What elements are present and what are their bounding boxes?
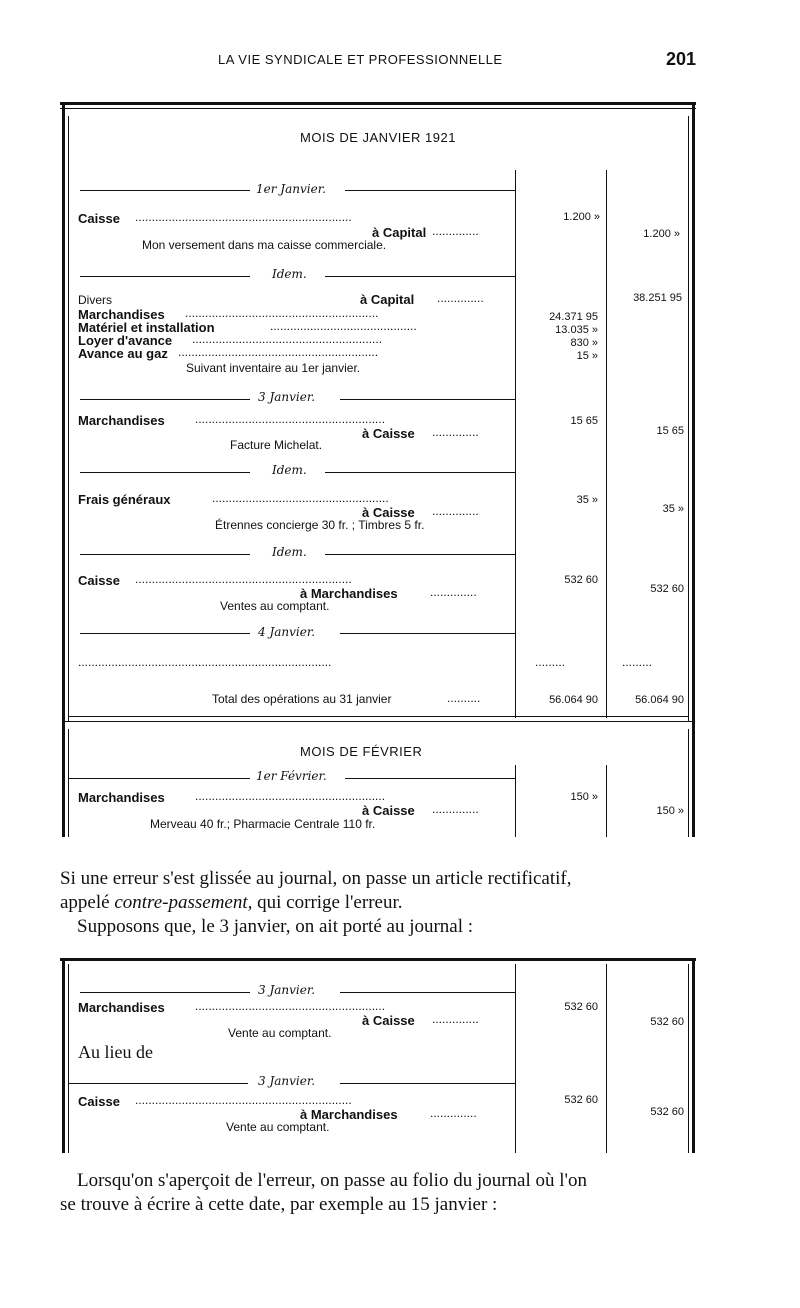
entry-note: Vente au comptant. <box>228 1026 332 1040</box>
paragraph-correction <box>60 1169 740 1217</box>
debit-account: Marchandises <box>78 413 165 428</box>
paragraph-contre-passement <box>60 867 740 939</box>
credit-account: à Caisse <box>362 505 415 520</box>
para-line: Si une erreur s'est glissée au journal, on passe un article rectificatif, <box>60 868 572 889</box>
month-heading: MOIS DE JANVIER 1921 <box>300 130 456 145</box>
debit-amount: 13.035 » <box>555 324 598 336</box>
entry-note: Ventes au comptant. <box>220 599 330 613</box>
debit-account: Caisse <box>78 1094 120 1109</box>
debit-account: Caisse <box>78 211 120 226</box>
date-label: 1er Février. <box>256 769 327 783</box>
total-debit: 56.064 90 <box>549 694 598 706</box>
running-header: LA VIE SYNDICALE ET PROFESSIONNELLE <box>218 52 503 67</box>
credit-account: à Caisse <box>362 1013 415 1028</box>
date-label: 3 Janvier. <box>258 1074 316 1088</box>
debit-account: Marchandises <box>78 790 165 805</box>
debit-account: Matériel et installation <box>78 320 215 335</box>
page-number: 201 <box>666 49 697 69</box>
debit-amount: 15 65 <box>570 415 598 427</box>
entry-note: Suivant inventaire au 1er janvier. <box>186 361 361 375</box>
credit-amount: 150 » <box>656 805 684 817</box>
debit-amount: 15 » <box>576 350 598 362</box>
credit-amount: 38.251 95 <box>633 292 682 304</box>
credit-amount: 35 » <box>662 503 684 515</box>
credit-amount: 532 60 <box>650 1106 684 1118</box>
total-label: Total des opérations au 31 janvier <box>212 692 392 706</box>
debit-account: Marchandises <box>78 1000 165 1015</box>
total-credit: 56.064 90 <box>635 694 684 706</box>
debit-account: Frais généraux <box>78 492 171 507</box>
debit-amount: 1.200 » <box>563 211 600 223</box>
credit-account: à Capital <box>360 292 415 307</box>
debit-amount: 150 » <box>570 791 598 803</box>
credit-amount: 15 65 <box>656 425 684 437</box>
debit-amount: 24.371 95 <box>549 311 598 323</box>
credit-account: à Marchandises <box>300 586 398 601</box>
entry-note: Merveau 40 fr.; Pharmacie Centrale 110 fr. <box>150 817 376 831</box>
debit-amount: 35 » <box>576 494 598 506</box>
entry-note: Mon versement dans ma caisse commerciale. <box>142 238 387 252</box>
credit-account: à Marchandises <box>300 1107 398 1122</box>
date-label: Idem. <box>272 545 307 559</box>
entry-note: Vente au comptant. <box>226 1120 330 1134</box>
para-line: appelé contre-passement, qui corrige l'erreur. <box>60 892 403 913</box>
entry-note: Facture Michelat. <box>230 438 323 452</box>
credit-account: à Capital <box>372 225 427 240</box>
credit-account: à Caisse <box>362 426 415 441</box>
date-label: Idem. <box>272 267 307 281</box>
date-label: 4 Janvier. <box>258 625 316 639</box>
para-line: Supposons que, le 3 janvier, on ait porté au journal : <box>77 916 474 937</box>
debit-account: Marchandises <box>78 307 165 322</box>
date-label: 3 Janvier. <box>258 390 316 404</box>
date-label: 1er Janvier. <box>256 182 326 196</box>
debit-account: Avance au gaz <box>78 346 168 361</box>
para-line: Lorsqu'on s'aperçoit de l'erreur, on passe au folio du journal où l'on <box>77 1170 587 1191</box>
debit-amount: 532 60 <box>564 1094 598 1106</box>
debit-account: Divers <box>78 293 113 307</box>
date-label: Idem. <box>272 463 307 477</box>
credit-amount: 532 60 <box>650 583 684 595</box>
debit-account: Loyer d'avance <box>78 333 173 348</box>
debit-account: Caisse <box>78 573 120 588</box>
month-heading: MOIS DE FÉVRIER <box>300 744 423 759</box>
date-label: 3 Janvier. <box>258 983 316 997</box>
credit-account: à Caisse <box>362 803 415 818</box>
entry-note: Étrennes concierge 30 fr. ; Timbres 5 fr. <box>215 518 425 532</box>
credit-amount: 1.200 » <box>643 228 680 240</box>
debit-amount: 532 60 <box>564 574 598 586</box>
para-line: se trouve à écrire à cette date, par exemple au 15 janvier : <box>60 1194 498 1215</box>
debit-amount: 532 60 <box>564 1001 598 1013</box>
credit-amount: 532 60 <box>650 1016 684 1028</box>
instead-of-label: Au lieu de <box>78 1042 153 1062</box>
debit-amount: 830 » <box>570 337 598 349</box>
